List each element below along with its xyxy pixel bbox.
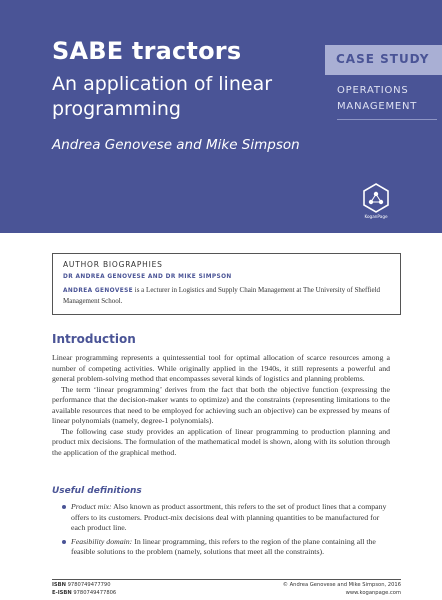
intro-paragraph-1: Linear programming represents a quintessential tool for optimal allocation of scarce resources among a number of competing activities. While originally applied in the 1940s, it still represents a powerful and general problem-solving method that encompasses several kinds of logistics and planning problems.: [52, 353, 390, 383]
bio-paragraph: [63, 285, 393, 306]
bullet-icon: [62, 505, 66, 509]
intro-paragraph-2: The term ‘linear programming’ derives from the fact that both the objective function (expressing the performance that the decision-maker wants to optimize) and the constraints (representing limitations to the available resources that need to be employed for achieving such an objective) can be expressed by means of linear polynomials (namely, degree-1 polynomials).: [52, 384, 390, 425]
category-line-2: MANAGEMENT: [337, 101, 418, 112]
publisher-website-link[interactable]: www.koganpage.com: [345, 589, 401, 596]
logo-wordmark: KoganPage: [364, 214, 388, 219]
isbn-label: ISBN: [52, 582, 66, 588]
isbn-value: 9780749477790: [67, 582, 111, 588]
category-divider: [337, 119, 437, 120]
footer-divider: [52, 579, 401, 580]
bio-lead-name: ANDREA GENOVESE: [63, 288, 134, 294]
definition-item: [62, 502, 392, 534]
copyright-text: © Andrea Genovese and Mike Simpson, 2016: [282, 582, 401, 588]
definition-text: Also known as product assortment, this refers to the set of product lines that a company offers to its customers. Product-mix decisions deal with planning quantities to be manufactured for each product line.: [71, 502, 387, 532]
case-study-badge: [325, 45, 442, 75]
introduction-heading: Introduction: [52, 332, 136, 346]
definitions-heading: Useful definitions: [52, 486, 142, 496]
definition-item: [62, 537, 392, 558]
definition-text: In linear programming, this refers to the region of the plane containing all the feasible solutions to the problem (namely, solutions that meet all the constraints).: [71, 536, 376, 556]
cover-header: [0, 0, 442, 233]
definition-term: Feasibility domain:: [71, 536, 133, 546]
bullet-icon: [62, 540, 66, 544]
copyright-block: [283, 582, 401, 597]
intro-paragraph-3: The following case study provides an application of linear programming to production planning and product mix decisions. The formulation of the mathematical model is shown, along with its solution through the application of the graphical method.: [52, 426, 390, 457]
introduction-body: [52, 353, 390, 458]
bio-heading: AUTHOR BIOGRAPHIES: [63, 260, 163, 269]
document-title: SABE tractors: [52, 37, 242, 65]
bio-author-names: DR ANDREA GENOVESE AND DR MIKE SIMPSON: [63, 274, 232, 280]
case-study-label: CASE STUDY: [336, 52, 430, 66]
author-line: Andrea Genovese and Mike Simpson: [52, 137, 300, 153]
author-biographies-box: [52, 253, 401, 315]
definition-term: Product mix:: [71, 502, 112, 511]
eisbn-value: 9780749477806: [73, 589, 117, 596]
eisbn-label: E-ISBN: [52, 589, 72, 596]
definitions-list: [62, 502, 392, 561]
isbn-block: [52, 582, 116, 597]
bio-text: is a Lecturer in Logistics and Supply Chain Management at The University of Sheffield Management School.: [63, 286, 381, 305]
kogan-page-logo-icon: [362, 183, 390, 219]
category-label: [337, 83, 437, 115]
document-subtitle: An application of linear programming: [52, 73, 273, 120]
category-line-1: OPERATIONS: [337, 85, 409, 96]
